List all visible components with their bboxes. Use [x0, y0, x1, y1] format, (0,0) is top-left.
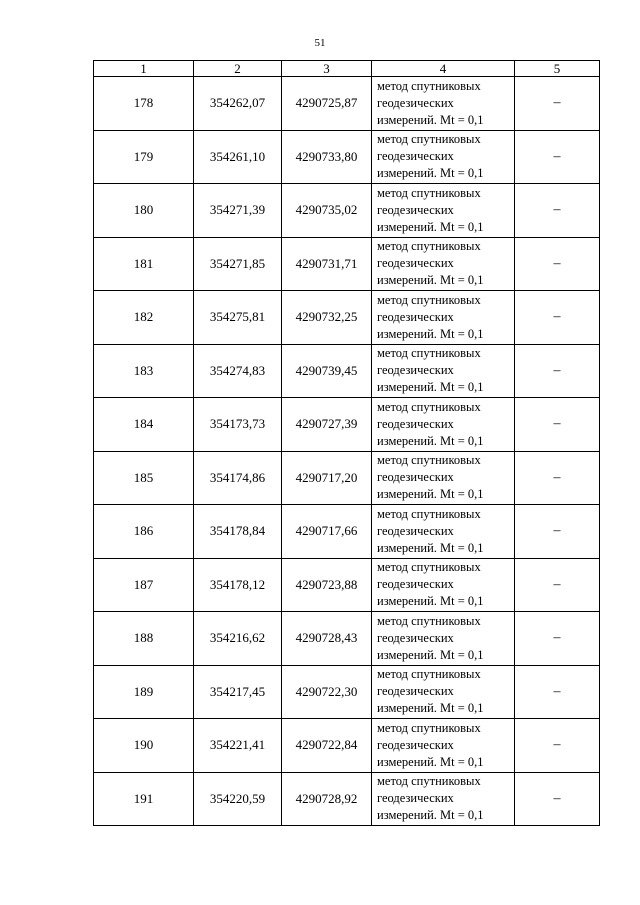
y-coordinate-cell: 4290717,20 — [282, 451, 372, 505]
x-coordinate-cell: 354217,45 — [194, 665, 282, 719]
point-number-cell: 190 — [94, 719, 194, 773]
method-line: измерений. Mt = 0,1 — [377, 594, 484, 609]
column-header-1: 1 — [94, 61, 194, 77]
table-body — [94, 77, 600, 826]
y-coordinate-cell: 4290739,45 — [282, 344, 372, 398]
method-line: геодезических — [377, 684, 454, 699]
point-number-cell: 189 — [94, 665, 194, 719]
table-row — [94, 612, 600, 666]
y-coordinate-cell: 4290732,25 — [282, 291, 372, 345]
point-number-cell: 180 — [94, 184, 194, 238]
y-coordinate-cell: 4290723,88 — [282, 558, 372, 612]
column-header-5: 5 — [515, 61, 600, 77]
x-coordinate-cell: 354271,85 — [194, 237, 282, 291]
method-line: метод спутниковых — [377, 720, 481, 735]
method-line: геодезических — [377, 737, 454, 752]
note-cell: – — [515, 291, 600, 345]
x-coordinate-cell: 354262,07 — [194, 77, 282, 131]
method-line: геодезических — [377, 309, 454, 324]
method-line: геодезических — [377, 95, 454, 110]
method-line: геодезических — [377, 149, 454, 164]
point-number-cell: 182 — [94, 291, 194, 345]
point-number-cell: 184 — [94, 398, 194, 452]
method-line: измерений. Mt = 0,1 — [377, 701, 484, 716]
method-line: метод спутниковых — [377, 774, 481, 789]
method-cell — [372, 505, 515, 559]
table-row — [94, 451, 600, 505]
note-cell: – — [515, 77, 600, 131]
method-cell — [372, 665, 515, 719]
x-coordinate-cell: 354216,62 — [194, 612, 282, 666]
method-line: измерений. Mt = 0,1 — [377, 487, 484, 502]
note-cell: – — [515, 505, 600, 559]
method-line: геодезических — [377, 363, 454, 378]
x-coordinate-cell: 354178,12 — [194, 558, 282, 612]
point-number-cell: 191 — [94, 772, 194, 826]
method-line: измерений. Mt = 0,1 — [377, 540, 484, 555]
note-cell: – — [515, 665, 600, 719]
method-cell — [372, 451, 515, 505]
table-row — [94, 665, 600, 719]
note-cell: – — [515, 184, 600, 238]
method-line: метод спутниковых — [377, 506, 481, 521]
column-header-3: 3 — [282, 61, 372, 77]
method-line: метод спутниковых — [377, 560, 481, 575]
method-line: измерений. Mt = 0,1 — [377, 219, 484, 234]
method-cell — [372, 719, 515, 773]
note-cell: – — [515, 612, 600, 666]
method-line: измерений. Mt = 0,1 — [377, 433, 484, 448]
method-line: измерений. Mt = 0,1 — [377, 754, 484, 769]
table-row — [94, 398, 600, 452]
point-number-cell: 183 — [94, 344, 194, 398]
page-number: 51 — [314, 37, 326, 49]
column-header-2: 2 — [194, 61, 282, 77]
method-line: метод спутниковых — [377, 239, 481, 254]
method-line: измерений. Mt = 0,1 — [377, 326, 484, 341]
coordinates-table — [93, 60, 600, 826]
method-line: геодезических — [377, 416, 454, 431]
method-cell — [372, 772, 515, 826]
method-cell — [372, 291, 515, 345]
y-coordinate-cell: 4290728,92 — [282, 772, 372, 826]
method-line: метод спутниковых — [377, 453, 481, 468]
note-cell: – — [515, 130, 600, 184]
point-number-cell: 185 — [94, 451, 194, 505]
method-line: метод спутниковых — [377, 292, 481, 307]
point-number-cell: 181 — [94, 237, 194, 291]
x-coordinate-cell: 354274,83 — [194, 344, 282, 398]
method-line: геодезических — [377, 791, 454, 806]
table-row — [94, 505, 600, 559]
method-line: измерений. Mt = 0,1 — [377, 380, 484, 395]
y-coordinate-cell: 4290717,66 — [282, 505, 372, 559]
column-header-4: 4 — [372, 61, 515, 77]
method-line: измерений. Mt = 0,1 — [377, 647, 484, 662]
method-line: метод спутниковых — [377, 667, 481, 682]
y-coordinate-cell: 4290722,84 — [282, 719, 372, 773]
method-line: геодезических — [377, 256, 454, 271]
point-number-cell: 179 — [94, 130, 194, 184]
table-row — [94, 184, 600, 238]
x-coordinate-cell: 354174,86 — [194, 451, 282, 505]
method-line: метод спутниковых — [377, 132, 481, 147]
method-line: измерений. Mt = 0,1 — [377, 166, 484, 181]
x-coordinate-cell: 354178,84 — [194, 505, 282, 559]
method-cell — [372, 130, 515, 184]
point-number-cell: 188 — [94, 612, 194, 666]
note-cell: – — [515, 558, 600, 612]
method-line: метод спутниковых — [377, 613, 481, 628]
method-cell — [372, 398, 515, 452]
method-cell — [372, 344, 515, 398]
x-coordinate-cell: 354173,73 — [194, 398, 282, 452]
table-row — [94, 558, 600, 612]
x-coordinate-cell: 354271,39 — [194, 184, 282, 238]
method-line: геодезических — [377, 470, 454, 485]
x-coordinate-cell: 354261,10 — [194, 130, 282, 184]
method-line: метод спутниковых — [377, 346, 481, 361]
method-line: геодезических — [377, 630, 454, 645]
method-cell — [372, 77, 515, 131]
y-coordinate-cell: 4290722,30 — [282, 665, 372, 719]
note-cell: – — [515, 772, 600, 826]
point-number-cell: 178 — [94, 77, 194, 131]
note-cell: – — [515, 398, 600, 452]
y-coordinate-cell: 4290735,02 — [282, 184, 372, 238]
method-line: геодезических — [377, 523, 454, 538]
note-cell: – — [515, 451, 600, 505]
table-header-row — [94, 61, 600, 77]
x-coordinate-cell: 354275,81 — [194, 291, 282, 345]
y-coordinate-cell: 4290728,43 — [282, 612, 372, 666]
method-line: геодезических — [377, 577, 454, 592]
method-line: геодезических — [377, 202, 454, 217]
method-cell — [372, 237, 515, 291]
note-cell: – — [515, 344, 600, 398]
x-coordinate-cell: 354220,59 — [194, 772, 282, 826]
y-coordinate-cell: 4290733,80 — [282, 130, 372, 184]
table-row — [94, 130, 600, 184]
method-line: измерений. Mt = 0,1 — [377, 112, 484, 127]
y-coordinate-cell: 4290731,71 — [282, 237, 372, 291]
y-coordinate-cell: 4290725,87 — [282, 77, 372, 131]
point-number-cell: 187 — [94, 558, 194, 612]
table-row — [94, 77, 600, 131]
method-cell — [372, 184, 515, 238]
table-row — [94, 237, 600, 291]
note-cell: – — [515, 719, 600, 773]
method-line: измерений. Mt = 0,1 — [377, 808, 484, 823]
x-coordinate-cell: 354221,41 — [194, 719, 282, 773]
method-line: метод спутниковых — [377, 185, 481, 200]
table-row — [94, 772, 600, 826]
point-number-cell: 186 — [94, 505, 194, 559]
method-line: измерений. Mt = 0,1 — [377, 273, 484, 288]
method-cell — [372, 612, 515, 666]
method-line: метод спутниковых — [377, 78, 481, 93]
table-row — [94, 344, 600, 398]
table-row — [94, 719, 600, 773]
method-cell — [372, 558, 515, 612]
table-row — [94, 291, 600, 345]
y-coordinate-cell: 4290727,39 — [282, 398, 372, 452]
method-line: метод спутниковых — [377, 399, 481, 414]
note-cell: – — [515, 237, 600, 291]
